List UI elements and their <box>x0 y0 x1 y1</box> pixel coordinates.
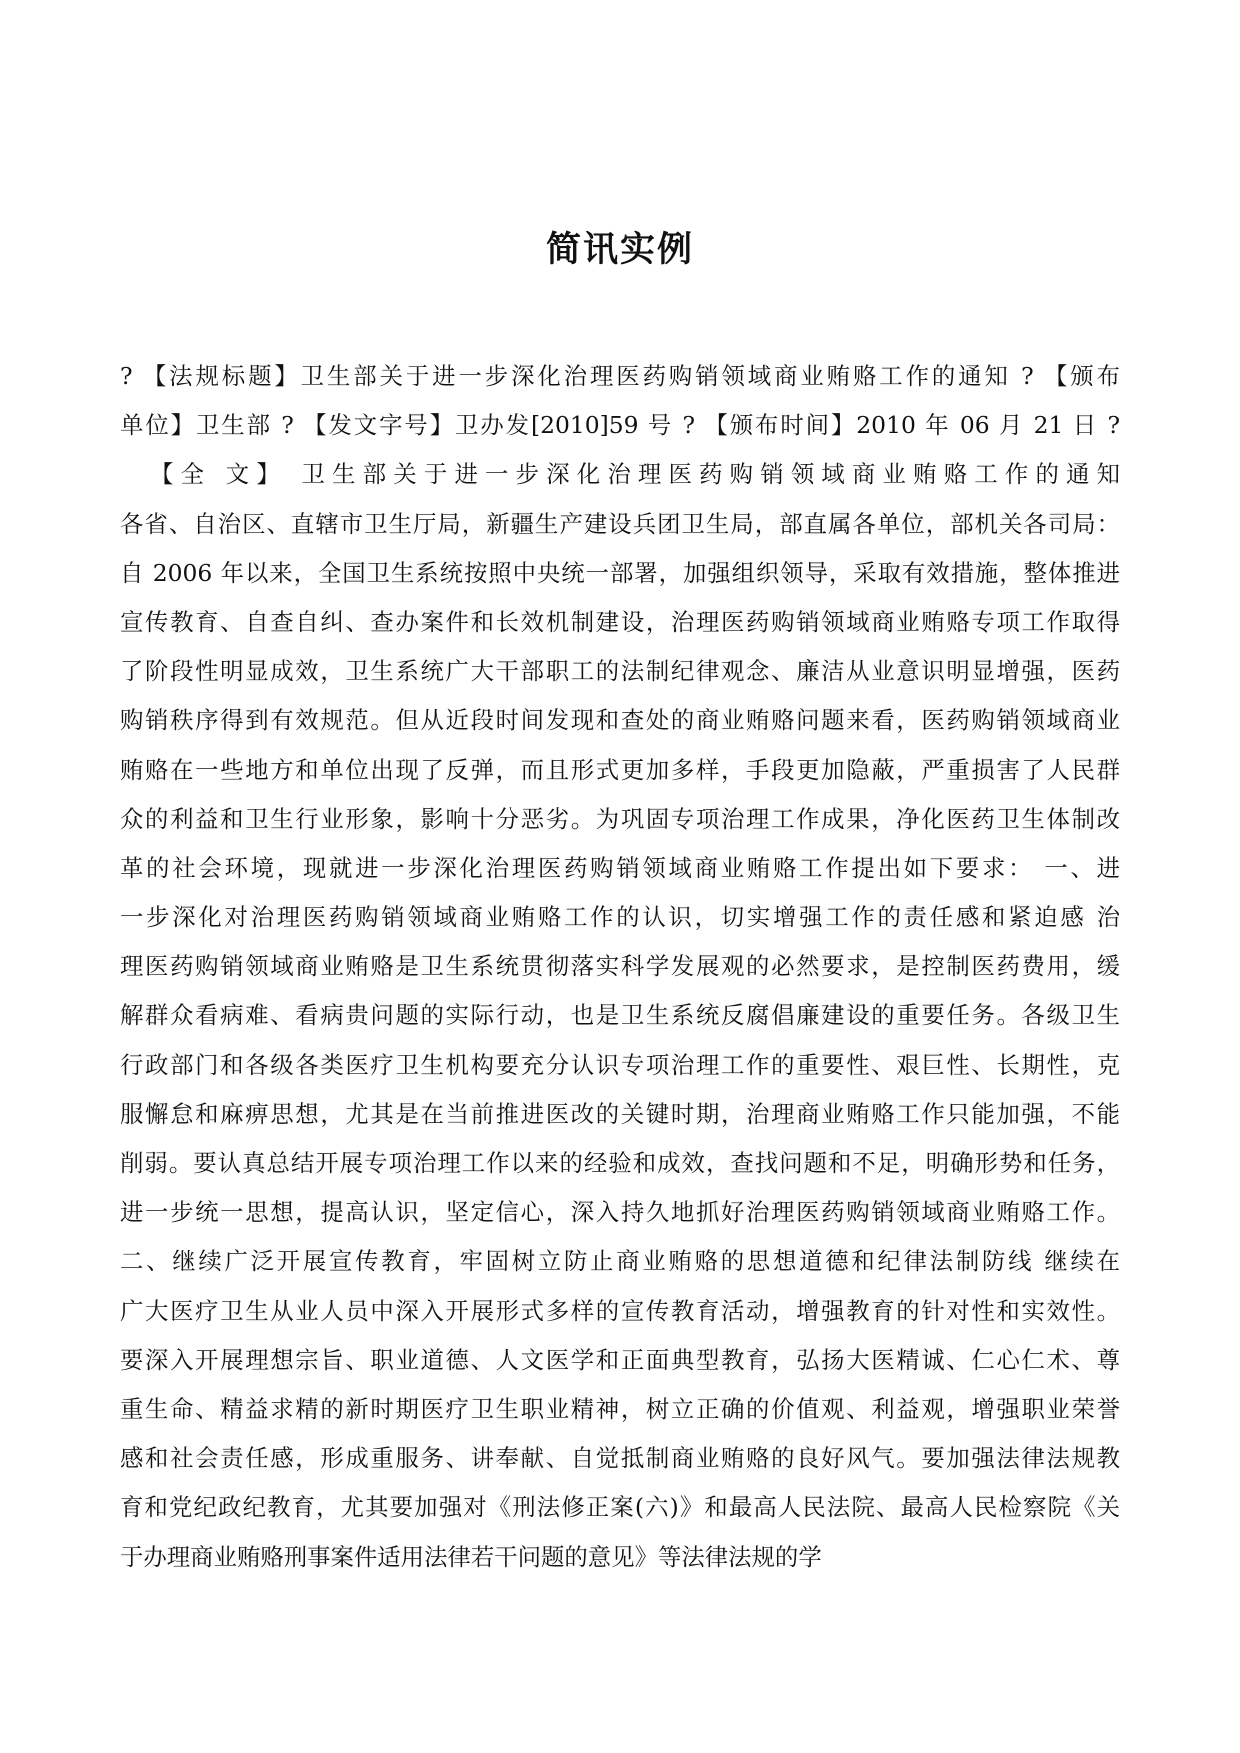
body-line: 削弱。要认真总结开展专项治理工作以来的经验和成效，查找问题和不足，明确形势和任务， <box>120 1149 1120 1177</box>
body-line: 了阶段性明显成效，卫生系统广大干部职工的法制纪律观念、廉洁从业意识明显增强，医药 <box>120 657 1120 686</box>
body-line: ? 【法规标题】卫生部关于进一步深化治理医药购销领域商业贿赂工作的通知 ? 【颁布 <box>120 362 1120 390</box>
document-body <box>120 352 1120 1582</box>
body-line: 购销秩序得到有效规范。但从近段时间发现和查处的商业贿赂问题来看，医药购销领域商业 <box>120 706 1120 735</box>
body-line: 单位】卫生部 ? 【发文字号】卫办发[2010]59 号 ? 【颁布时间】2010 年 06 月 21 日 ? <box>120 411 1120 440</box>
body-line: 感和社会责任感，形成重服务、讲奉献、自觉抵制商业贿赂的良好风气。要加强法律法规教 <box>120 1444 1120 1473</box>
body-line: 进一步统一思想，提高认识，坚定信心，深入持久地抓好治理医药购销领域商业贿赂工作。 <box>120 1198 1120 1227</box>
body-line: 解群众看病难、看病贵问题的实际行动，也是卫生系统反腐倡廉建设的重要任务。各级卫生 <box>120 1001 1120 1030</box>
body-line: 服懈怠和麻痹思想，尤其是在当前推进医改的关键时期，治理商业贿赂工作只能加强，不能 <box>120 1099 1120 1128</box>
body-line: 自 2006 年以来，全国卫生系统按照中央统一部署，加强组织领导，采取有效措施，整体推进 <box>120 558 1120 587</box>
body-line: 革的社会环境，现就进一步深化治理医药购销领域商业贿赂工作提出如下要求： 一、进 <box>120 853 1120 882</box>
body-line: 理医药购销领域商业贿赂是卫生系统贯彻落实科学发展观的必然要求，是控制医药费用，缓 <box>120 952 1120 981</box>
document-title: 简讯实例 <box>545 230 694 270</box>
body-line: 一步深化对治理医药购销领域商业贿赂工作的认识，切实增强工作的责任感和紧迫感 治 <box>120 903 1120 932</box>
body-line: 宣传教育、自查自纠、查办案件和长效机制建设，治理医药购销领域商业贿赂专项工作取得 <box>120 607 1120 636</box>
body-line: 【全 文】 卫生部关于进一步深化治理医药购销领域商业贿赂工作的通知 <box>150 460 1120 489</box>
body-line: 要深入开展理想宗旨、职业道德、人文医学和正面典型教育，弘扬大医精诚、仁心仁术、尊 <box>120 1345 1120 1374</box>
body-line: 各省、自治区、直辖市卫生厅局，新疆生产建设兵团卫生局，部直属各单位，部机关各司局： <box>120 509 1120 538</box>
body-line: 育和党纪政纪教育，尤其要加强对《刑法修正案(六)》和最高人民法院、最高人民检察院《关 <box>120 1493 1120 1522</box>
body-line: 贿赂在一些地方和单位出现了反弹，而且形式更加多样，手段更加隐蔽，严重损害了人民群 <box>120 755 1120 784</box>
body-line: 重生命、精益求精的新时期医疗卫生职业精神，树立正确的价值观、利益观，增强职业荣誉 <box>120 1394 1120 1423</box>
body-line: 广大医疗卫生从业人员中深入开展形式多样的宣传教育活动，增强教育的针对性和实效性。 <box>120 1296 1120 1325</box>
body-line: 于办理商业贿赂刑事案件适用法律若干问题的意见》等法律法规的学 <box>120 1542 822 1571</box>
body-line: 二、继续广泛开展宣传教育，牢固树立防止商业贿赂的思想道德和纪律法制防线 继续在 <box>120 1247 1120 1276</box>
body-line: 众的利益和卫生行业形象，影响十分恶劣。为巩固专项治理工作成果，净化医药卫生体制改 <box>120 804 1120 833</box>
body-line: 行政部门和各级各类医疗卫生机构要充分认识专项治理工作的重要性、艰巨性、长期性，克 <box>120 1050 1120 1079</box>
